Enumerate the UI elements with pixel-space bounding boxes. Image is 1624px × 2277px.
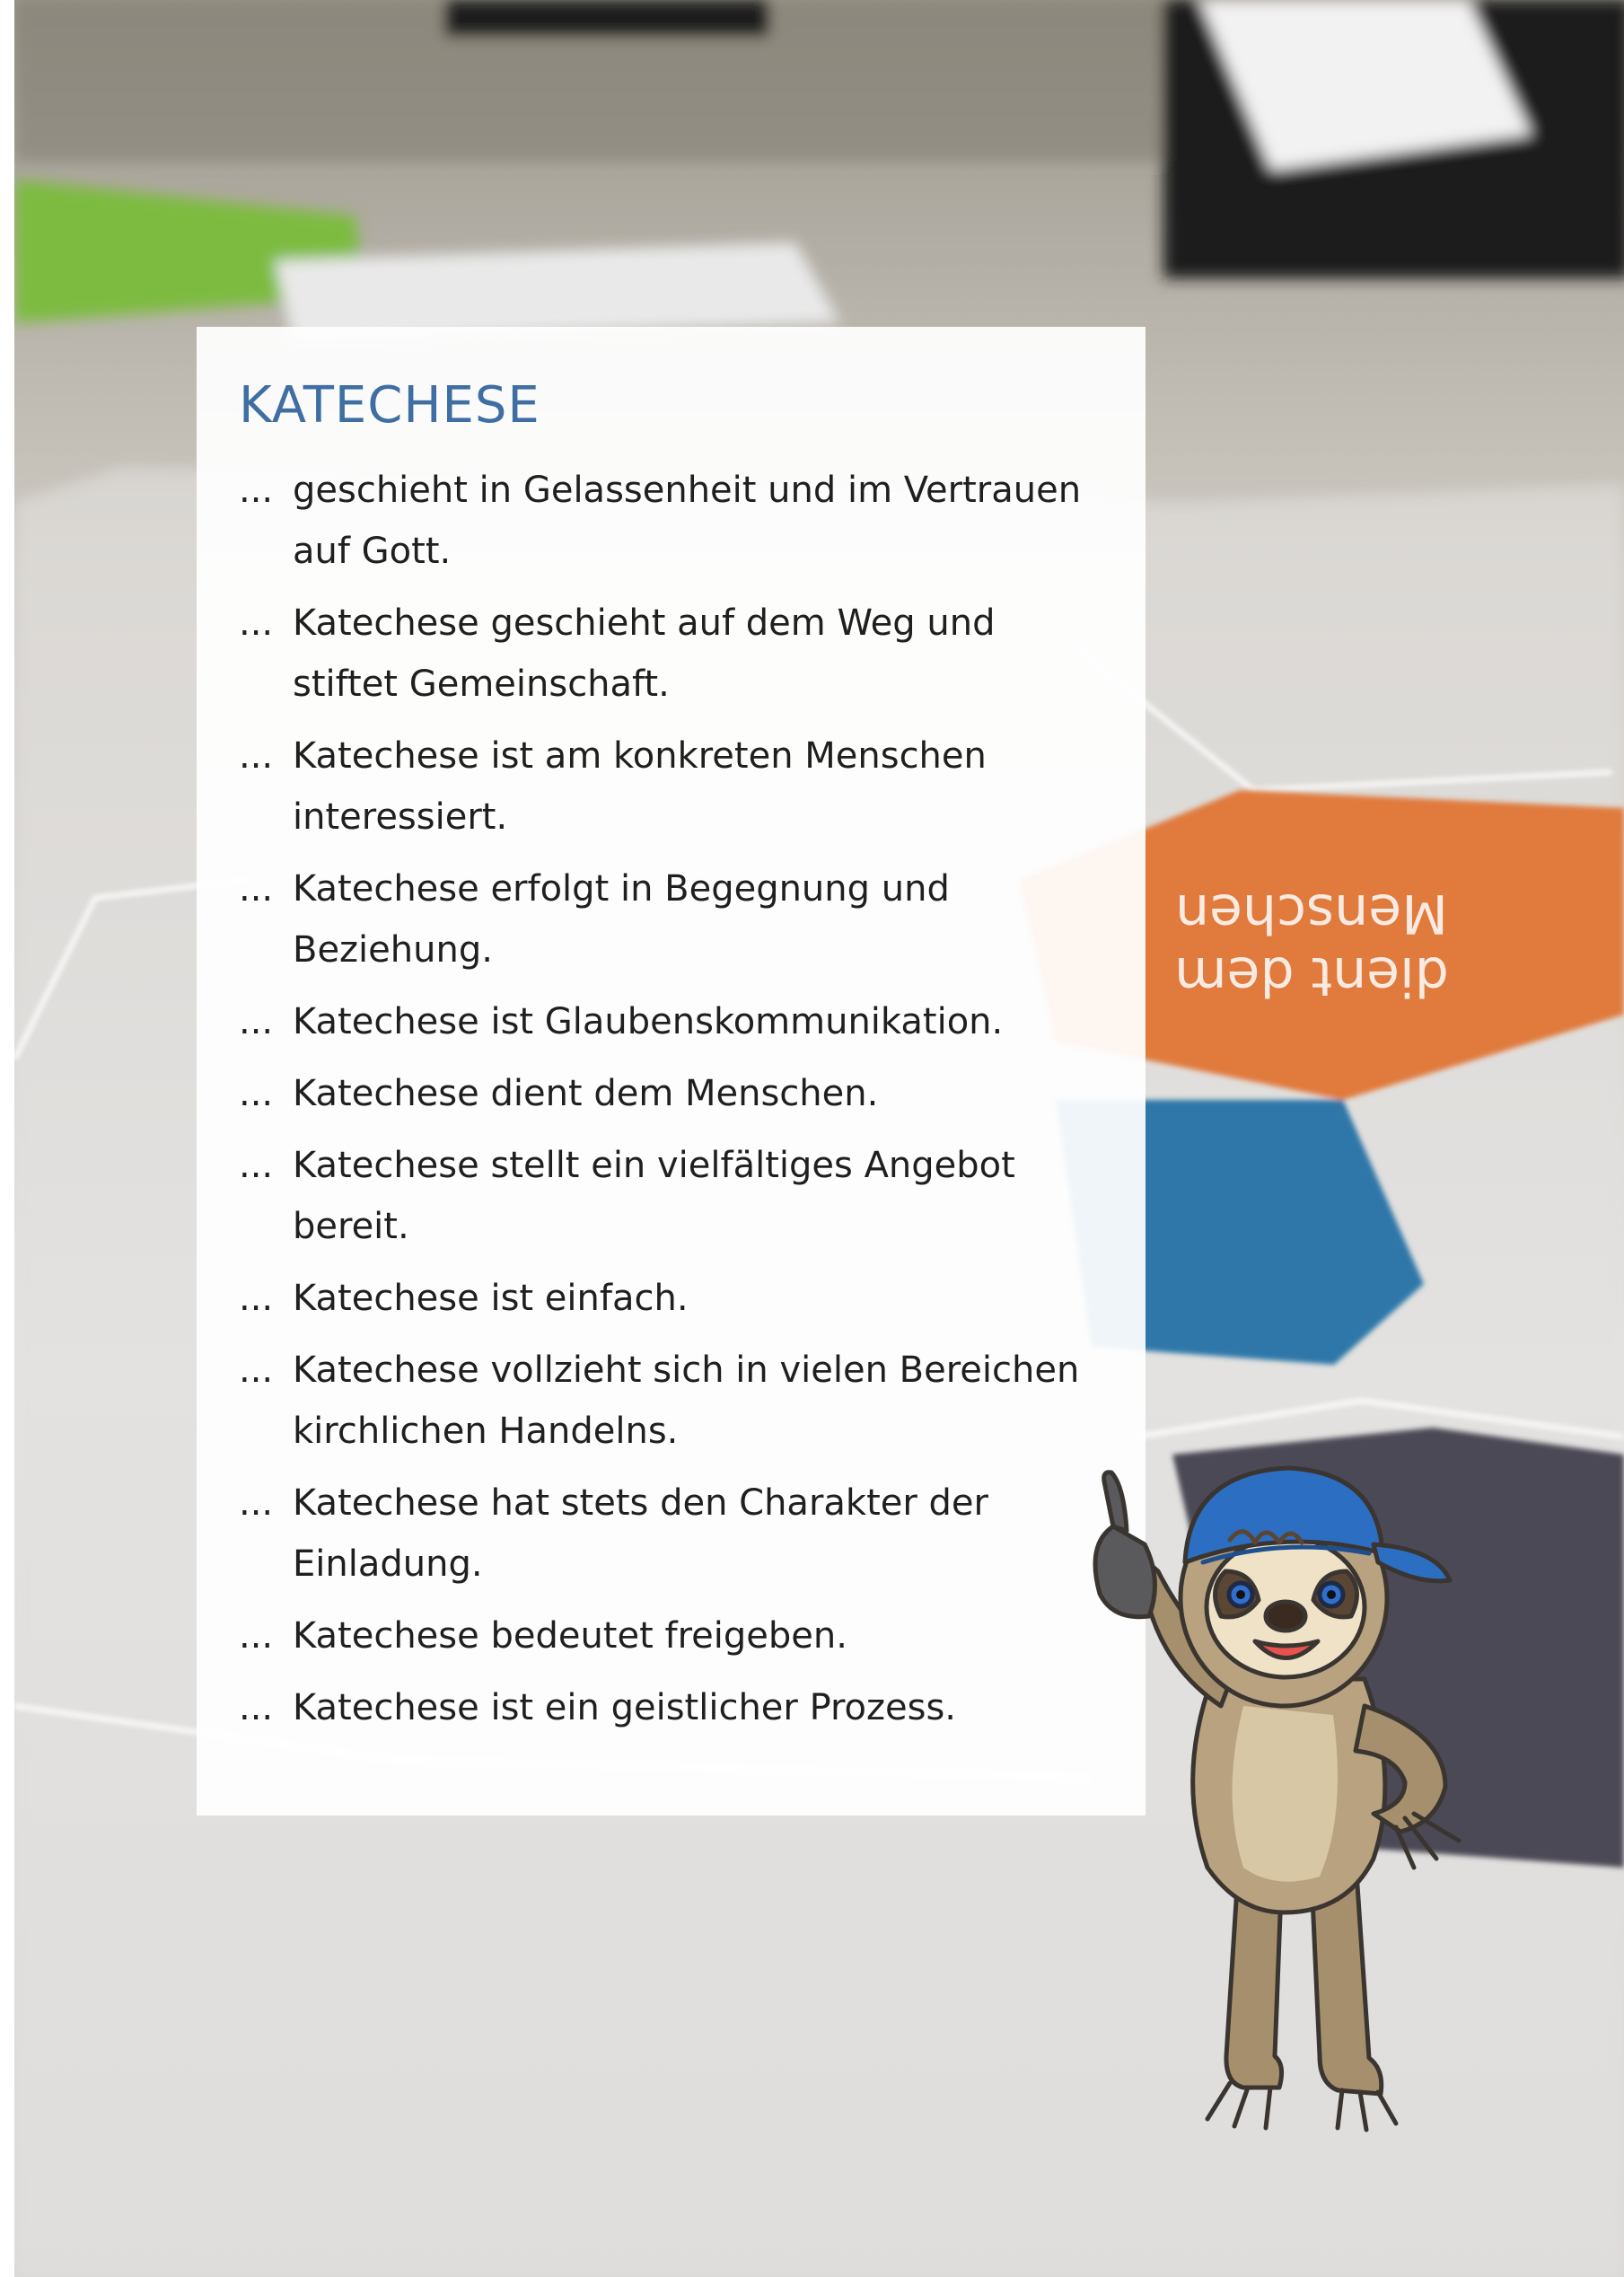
bullet-marker: ... [239,1145,274,1187]
bullet-marker: ... [239,1482,274,1525]
list-item-text: Katechese hat stets den Charakter der Einladung. [293,1482,988,1586]
list-item-text: Katechese ist Glaubenskommunikation. [293,1001,1004,1043]
list-item-text: Katechese vollzieht sich in vielen Bereichen kirchlichen Handelns. [293,1349,1080,1453]
list-item-text: Katechese ist am konkreten Menschen interessiert. [293,735,987,839]
page-title: KATECHESE [239,376,540,435]
list-item-text: Katechese geschieht auf dem Weg und stiftet Gemeinschaft. [293,602,996,706]
list-item-text: Katechese stellt ein vielfältiges Angebot bereit. [293,1145,1015,1248]
bullet-marker: ... [239,1001,274,1043]
statement-list [239,460,1110,1738]
bullet-marker: ... [239,1073,274,1115]
bullet-marker: ... [239,1349,274,1392]
bullet-marker: ... [239,735,274,778]
list-item-text: Katechese bedeutet freigeben. [293,1615,847,1657]
list-item [239,1473,1110,1595]
list-item [239,725,1110,848]
list-item [239,593,1110,715]
svg-text:dient dem: dient dem [1174,945,1449,1007]
list-item [239,991,1110,1052]
orange-card-text [1174,882,1449,1007]
list-item [239,1605,1110,1666]
bullet-marker: ... [239,470,274,512]
list-item [239,1063,1110,1124]
list-item-text: Katechese erfolgt in Begegnung und Beziehung. [293,868,950,971]
sloth-mascot-icon [1050,1437,1499,2137]
list-item [239,460,1110,582]
list-item [239,1135,1110,1257]
svg-text:Menschen: Menschen [1175,882,1448,945]
list-item-text: Katechese ist einfach. [293,1278,689,1320]
bullet-marker: ... [239,602,274,645]
text-panel [197,327,1146,1815]
list-item-text: geschieht in Gelassenheit und im Vertrauen auf Gott. [293,470,1082,573]
bullet-marker: ... [239,1278,274,1320]
list-item [239,1268,1110,1329]
list-item [239,1340,1110,1462]
bullet-marker: ... [239,868,274,910]
list-item-text: Katechese ist ein geistlicher Prozess. [293,1687,957,1729]
list-item [239,1677,1110,1738]
list-item [239,858,1110,980]
list-item-text: Katechese dient dem Menschen. [293,1073,879,1115]
bullet-marker: ... [239,1687,274,1729]
bullet-marker: ... [239,1615,274,1657]
